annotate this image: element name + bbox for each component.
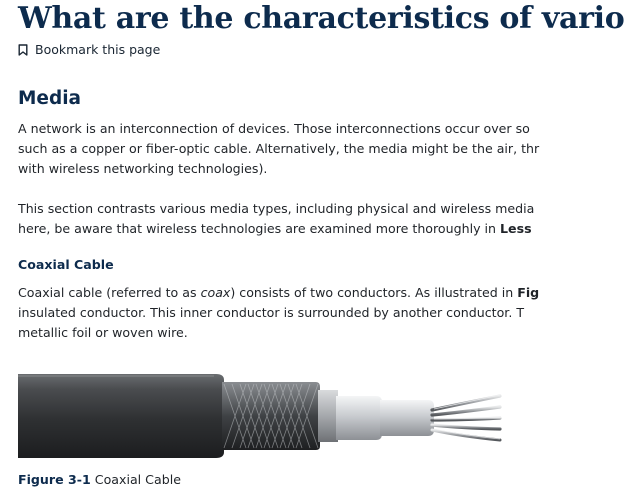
bookmark-icon xyxy=(18,44,28,56)
figure-caption-text: Coaxial Cable xyxy=(90,472,181,487)
section-heading: Media xyxy=(18,88,82,109)
coaxial-paragraph xyxy=(18,283,539,343)
figure-caption xyxy=(18,470,181,490)
coaxial-cable-illustration-icon xyxy=(0,360,500,465)
paragraph-line xyxy=(18,283,539,303)
paragraph-text: Coaxial cable (referred to as xyxy=(18,285,201,300)
media-intro-paragraph xyxy=(18,119,539,179)
page-title: What are the characteristics of vario xyxy=(18,1,624,36)
paragraph-line: with wireless networking technologies). xyxy=(18,161,268,176)
figure-link[interactable]: Fig xyxy=(517,285,540,300)
paragraph-line: metallic foil or woven wire. xyxy=(18,325,188,340)
emphasis-text: coax xyxy=(200,285,231,300)
paragraph-line xyxy=(18,219,534,239)
paragraph-text: here, be aware that wireless technologies are examined more thoroughly in xyxy=(18,221,501,236)
paragraph-line: insulated conductor. This inner conductor is surrounded by another conductor. T xyxy=(18,305,525,320)
coaxial-cable-figure xyxy=(0,360,500,465)
paragraph-text: ) consists of two conductors. As illustrated in xyxy=(230,285,518,300)
paragraph-line: This section contrasts various media types, including physical and wireless media xyxy=(18,201,535,216)
paragraph-line: such as a copper or fiber-optic cable. Alternatively, the media might be the air, thr xyxy=(18,141,540,156)
bookmark-button[interactable] xyxy=(18,41,160,59)
paragraph-line: A network is an interconnection of devices. Those interconnections occur over so xyxy=(18,121,530,136)
media-contrast-paragraph xyxy=(18,199,534,239)
lesson-link[interactable]: Less xyxy=(500,221,532,236)
figure-caption-label: Figure 3-1 xyxy=(18,472,91,487)
bookmark-label: Bookmark this page xyxy=(35,42,161,57)
coaxial-cable-heading: Coaxial Cable xyxy=(18,257,114,272)
